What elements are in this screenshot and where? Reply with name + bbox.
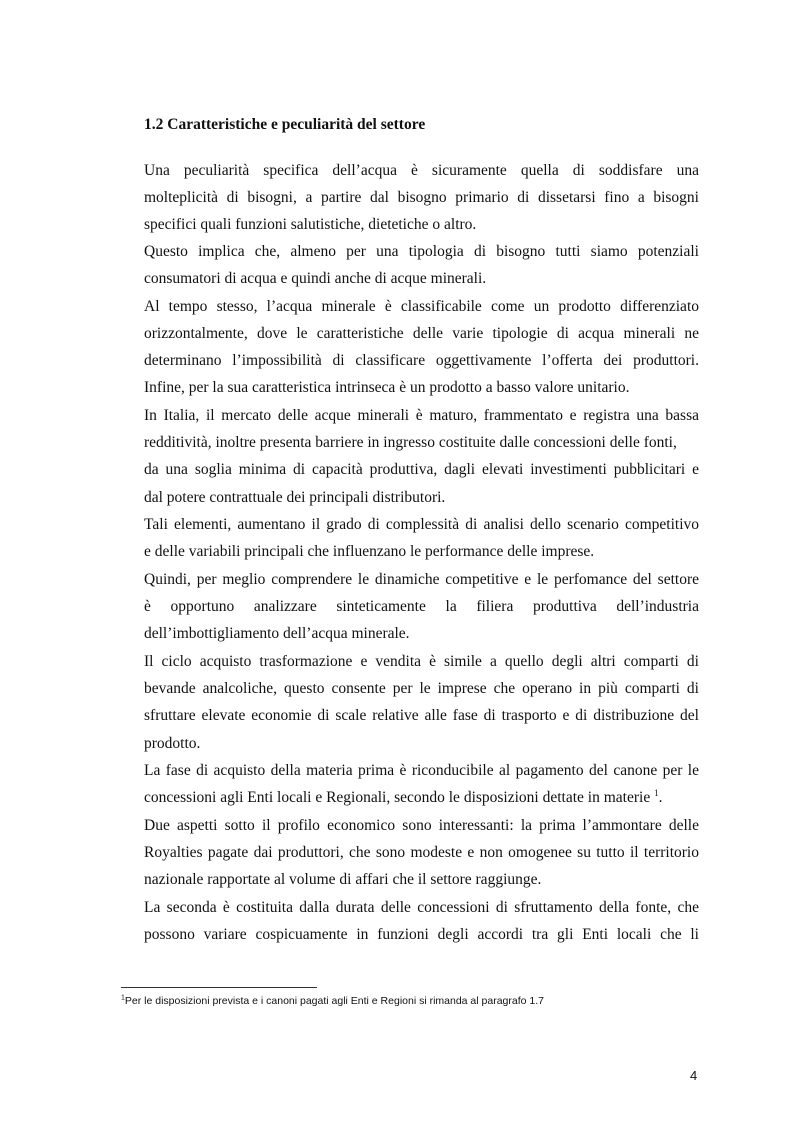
paragraph-line: dell’imbottigliamento dell’acqua minerale. bbox=[144, 625, 410, 642]
paragraph-line: Il ciclo acquisto trasformazione e vendita è simile a quello degli altri comparti di bbox=[144, 653, 699, 670]
paragraph-line-with-footnote-ref bbox=[144, 788, 699, 808]
footnote-separator bbox=[121, 987, 317, 988]
paragraph-line: orizzontalmente, dove le caratteristiche delle varie tipologie di acqua minerali ne bbox=[144, 325, 699, 342]
paragraph-line: Tali elementi, aumentano il grado di complessità di analisi dello scenario competitivo bbox=[144, 516, 699, 533]
paragraph-line: è opportuno analizzare sinteticamente la filiera produttiva dell’industria bbox=[144, 598, 699, 615]
footnote-mark: 1 bbox=[121, 994, 125, 1002]
paragraph-line: determinano l’impossibilità di classificare oggettivamente l’offerta dei produttori. bbox=[144, 352, 699, 369]
paragraph-line-text: concessioni agli Enti locali e Regionali, secondo le disposizioni dettate in materie bbox=[144, 789, 651, 806]
paragraph-line: Una peculiarità specifica dell’acqua è sicuramente quella di soddisfare una bbox=[144, 162, 699, 179]
paragraph-line: specifici quali funzioni salutistiche, dietetiche o altro. bbox=[144, 216, 477, 233]
paragraph-line: Due aspetti sotto il profilo economico sono interessanti: la prima l’ammontare delle bbox=[144, 817, 699, 834]
paragraph-line: Al tempo stesso, l’acqua minerale è classificabile come un prodotto differenziato bbox=[144, 298, 699, 315]
paragraph-line: nazionale rapportate al volume di affari che il settore raggiunge. bbox=[144, 871, 542, 888]
paragraph-line: dal potere contrattuale dei principali distributori. bbox=[144, 489, 446, 506]
paragraph-line: consumatori di acqua e quindi anche di acque minerali. bbox=[144, 270, 487, 287]
section-heading: 1.2 Caratteristiche e peculiarità del settore bbox=[144, 116, 426, 133]
footnote-text: Per le disposizioni prevista e i canoni pagati agli Enti e Regioni si rimanda al paragrafo 1.7 bbox=[124, 995, 544, 1007]
paragraph-line: da una soglia minima di capacità produttiva, dagli elevati investimenti pubblicitari e bbox=[144, 461, 699, 478]
paragraph-line: possono variare cospicuamente in funzioni degli accordi tra gli Enti locali che li bbox=[144, 926, 699, 943]
paragraph-line-end: . bbox=[658, 789, 663, 806]
paragraph-line: Questo implica che, almeno per una tipologia di bisogno tutti siamo potenziali bbox=[144, 243, 699, 260]
paragraph-line: Quindi, per meglio comprendere le dinamiche competitive e le perfomance del settore bbox=[144, 571, 699, 588]
paragraph-line: bevande analcoliche, questo consente per le imprese che operano in più comparti di bbox=[144, 680, 699, 697]
footnote-reference: 1 bbox=[654, 787, 659, 798]
paragraph-line: In Italia, il mercato delle acque minerali è maturo, frammentato e registra una bassa bbox=[144, 407, 699, 424]
paragraph-line: e delle variabili principali che influenzano le performance delle imprese. bbox=[144, 543, 595, 560]
paragraph-line: La fase di acquisto della materia prima è riconducibile al pagamento del canone per le bbox=[144, 762, 699, 779]
page-number: 4 bbox=[690, 1068, 698, 1083]
paragraph-line: Royalties pagate dai produttori, che sono modeste e non omogenee su tutto il territorio bbox=[144, 844, 699, 861]
paragraph-line: La seconda è costituita dalla durata delle concessioni di sfruttamento della fonte, che bbox=[144, 899, 699, 916]
paragraph-line: molteplicità di bisogni, a partire dal bisogno primario di dissetarsi fino a bisogni bbox=[144, 189, 699, 206]
paragraph-line: sfruttare elevate economie di scale relative alle fase di trasporto e di distribuzione del bbox=[144, 707, 699, 724]
paragraph-line: Infine, per la sua caratteristica intrinseca è un prodotto a basso valore unitario. bbox=[144, 379, 630, 396]
paragraph-line: prodotto. bbox=[144, 735, 201, 752]
footnote bbox=[121, 995, 544, 1007]
paragraph-line: redditività, inoltre presenta barriere in ingresso costituite dalle concessioni delle fonti, bbox=[144, 434, 677, 451]
